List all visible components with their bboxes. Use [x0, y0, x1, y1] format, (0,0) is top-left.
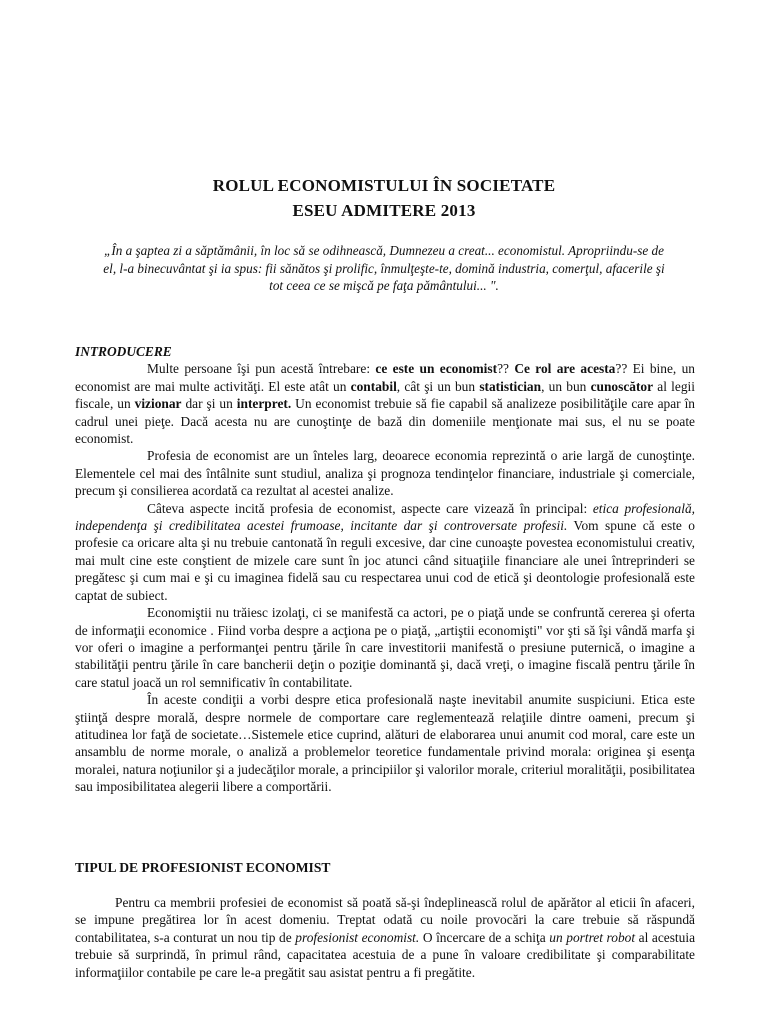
motto-quote: „În a şaptea zi a săptămânii, în loc să se odihnească, Dumnezeu a creat... economistul. Apropriindu-se de el, l-a binecuvântat şi ia spus: fii sănătos şi prolific, înmulţeşte-te, domină industria, comerţul, afacerile şi tot ceea ce se mişcă pe faţa pământului... ". — [103, 243, 665, 293]
paragraph-2: Profesia de economist are un înteles larg, deoarece economia reprezintă o arie largă de cunoştinţe. Elementele cel mai des întâlnite sunt studiul, analiza şi prognoza tendinţelor financiare, industriale şi comerciale, precum şi consilierea acordată ca rezultat al acestei analize. — [75, 448, 695, 499]
paragraph-5: În aceste condiţii a vorbi despre etica profesională naşte inevitabil anumite suspiciuni. Etica este ştiinţă despre morală, despre normele de comportare care reglementează relaţiile dintre oameni, precum şi atitudinea lor faţă de societate…Sistemele etice cuprind, alături de elaborarea unui anumit cod moral, care este un ansamblu de norme morale, o analiză a problemelor teoretice fundamentale privind morala: originea şi esenţa moralei, natura noţiunilor şi a judecăţilor morale, a principiilor şi valorilor morale, criteriul moralităţii, posibilitatea sau imposibilitatea alegerii libere a comportării. — [75, 692, 695, 795]
introduction-section — [75, 343, 695, 796]
intro-heading: INTRODUCERE — [75, 344, 172, 359]
paragraph-6: Pentru ca membrii profesiei de economist să poată să-şi îndeplinească rolul de apărător al eticii în afaceri, se impune pregătirea lor în acest domeniu. Treptat odată cu noile provocări la care trebuie să răspundă contabilitatea, s-a conturat un nou tip de profesionist economist. O încercare de a schiţa un portret robot al acestuia trebuie să surprindă, în primul rând, capacitatea acestuia de a pune în valoare credibilitate şi comparabilitate informaţiilor contabile pe care le-a pregătit sau asistat pentru a fi pregătite. — [75, 895, 696, 980]
essay-subtitle: ESEU ADMITERE 2013 — [292, 201, 476, 220]
paragraph-4: Economiştii nu trăiesc izolaţi, ci se manifestă ca actori, pe o piaţă unde se confruntă cererea şi oferta de informaţii economice . Fiind vorba despre a acţiona pe o piaţă, „artiştii economişti" vor şti să îşi vândă marfa şi vor oferi o imagine a performanţei pentru ţările în care investitorii manifestă o presiune puternică, o imagine a stabilităţii pentru ţările în care bancherii deţin o poziţie dominantă şi, dacă vreţi, o imagine fiscală pentru ţările în care statul joacă un rol semnificativ în contabilitate. — [75, 605, 695, 690]
professional-type-section — [75, 894, 695, 981]
paragraph-1: Multe persoane îşi pun acestă întrebare: ce este un economist?? Ce rol are acesta?? Ei bine, un economist are mai multe activităţi. El este atât un contabil, cât şi un bun statistician, un bun cunoscător al legii fiscale, un vizionar dar şi un interpret. Un economist trebuie să fie capabil să analizeze posibilităţile care apar în cadrul unei pieţe. Dacă acesta nu are cunoştinţe de bază din domeniile menţionate mai sus, el nu se poate economist. — [75, 361, 696, 447]
paragraph-3: Câteva aspecte incită profesia de economist, aspecte care vizează în principal: etica profesională, independenţa şi credibilitatea acestei frumoase, incitante dar şi controversate profesii. Vom spune că este o profesie ca oricare alta şi nu trebuie cantonată în reguli excesive, dar cine cunoaşte povestea economistului creativ, mai mult cine este conştient de mizele care sunt în joc atunci când situaţiile financiare ale unei întreprinderi se pregătesc şi cum mai e şi cu imaginea fidelă sau cu respectarea unui cod de etică şi deontologie profesională este captat de subiect. — [75, 500, 696, 603]
section-2-heading: TIPUL DE PROFESIONIST ECONOMIST — [75, 860, 331, 875]
essay-title: ROLUL ECONOMISTULUI ÎN SOCIETATE — [212, 176, 556, 195]
